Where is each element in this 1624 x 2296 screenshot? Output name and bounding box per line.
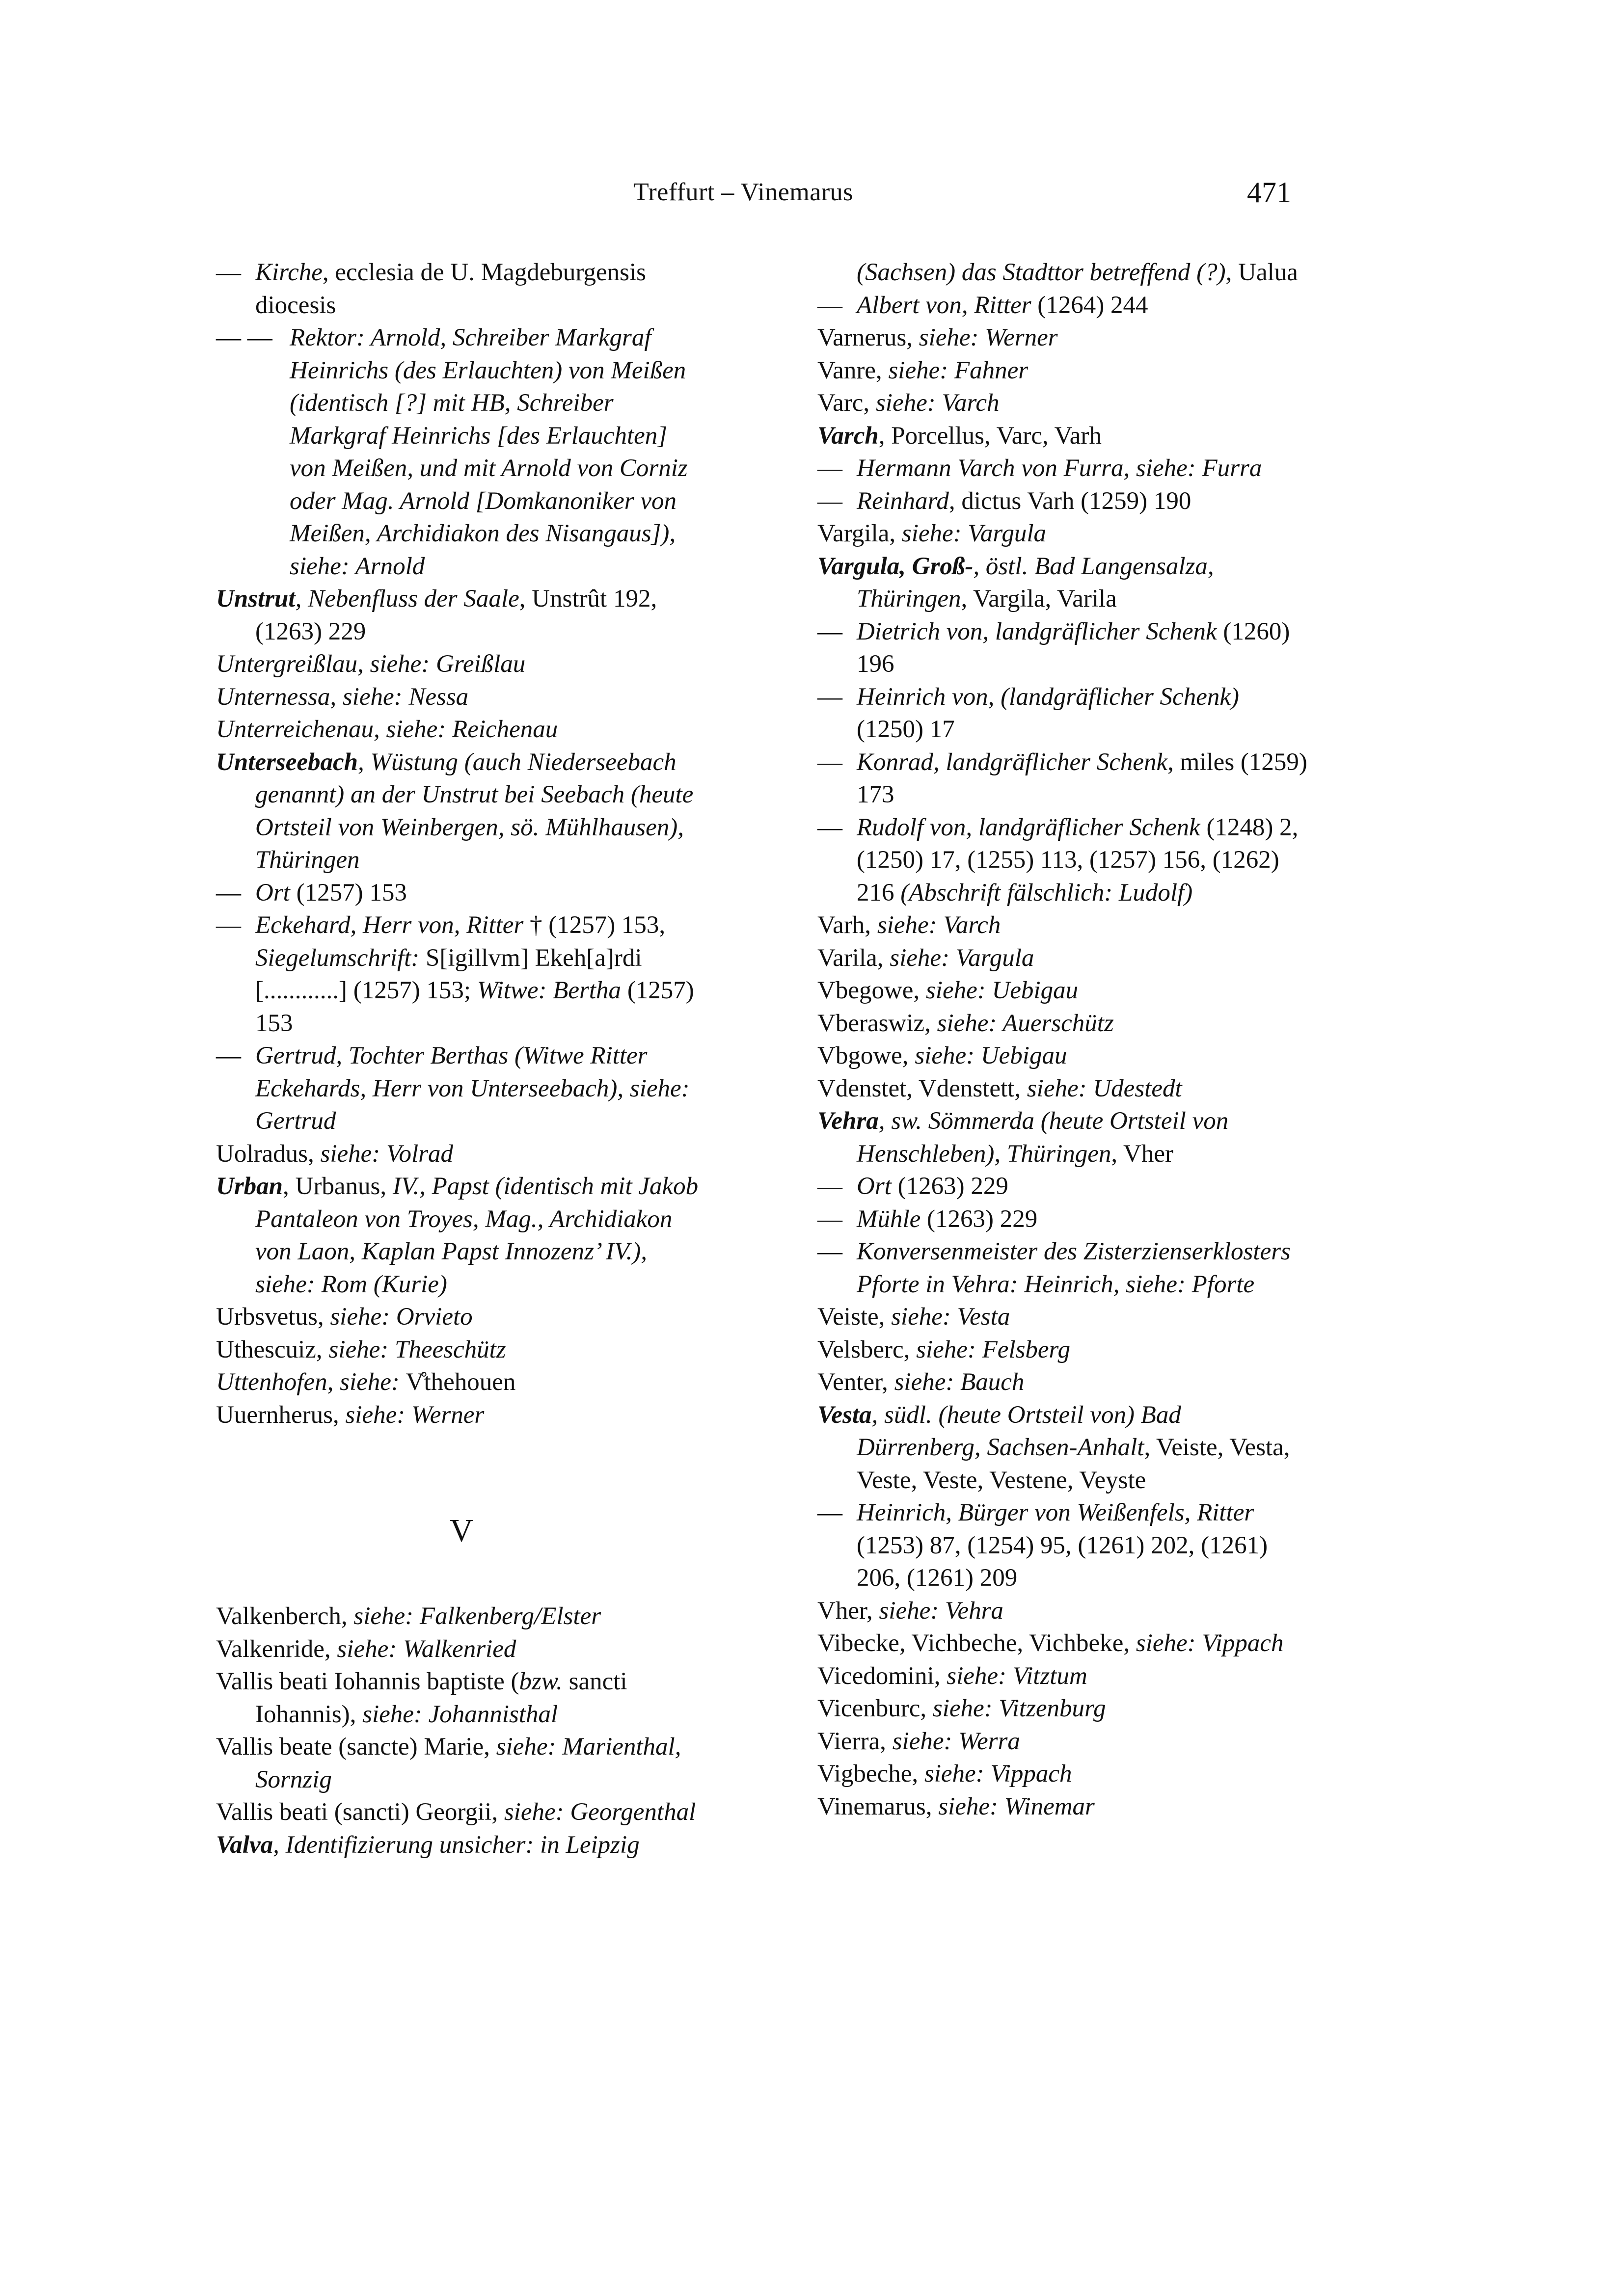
index-entry-uttenhofen: Uttenhofen, siehe: V̊thehouen — [216, 1368, 516, 1396]
index-entry-vallis-georgii: Vallis beati (sancti) Georgii, siehe: Georgenthal — [216, 1798, 696, 1826]
index-entry-varch: Varch, Porcellus, Varc, Varh — [817, 422, 1102, 450]
index-entry-vehra: Vehra, sw. Sömmerda (heute Ortsteil von Henschleben), Thüringen, Vher — [817, 1107, 1229, 1168]
index-entry-vehra-ort: — Ort (1263) 229 — [817, 1173, 1008, 1200]
index-entry-vbgowe: Vbgowe, siehe: Uebigau — [817, 1042, 1067, 1069]
index-entry-vigbeche: Vigbeche, siehe: Vippach — [817, 1760, 1072, 1788]
index-entry-vicenburc: Vicenburc, siehe: Vitzenburg — [817, 1695, 1106, 1722]
index-entry-vanre: Vanre, siehe: Fahner — [817, 356, 1029, 384]
index-entry-albert: — Albert von, Ritter (1264) 244 — [817, 291, 1148, 319]
index-entry-konversenmeister: — Konversenmeister des Zisterzienserklosters Pforte in Vehra: Heinrich, siehe: Pforte — [817, 1238, 1291, 1298]
index-entry-varh: Varh, siehe: Varch — [817, 911, 1001, 939]
index-entry-vargula: Vargula, Groß-, östl. Bad Langensalza, Thüringen, Vargila, Varila — [817, 552, 1214, 613]
index-entry-valva-continued: (Sachsen) das Stadttor betreffend (?), Ualua — [857, 259, 1298, 286]
index-entry-valkenride: Valkenride, siehe: Walkenried — [216, 1635, 516, 1663]
index-entry-rektor: — — Rektor: Arnold, Schreiber Markgraf Heinrichs (des Erlauchten) von Meißen (identisch [?] mit HB, Schreiber Markgraf Heinrichs [des Erlauchten] von Meißen, und mit Arnold von Corniz oder Mag. Arnold [Domkanoniker von Meißen, Archidiakon des Nisangaus]), siehe: Arnold — [216, 324, 688, 580]
index-entry-kirche: — Kirche, ecclesia de U. Magdeburgensis diocesis — [216, 259, 646, 319]
index-entry-vinemarus: Vinemarus, siehe: Winemar — [817, 1792, 1095, 1820]
index-entry-vargila: Vargila, siehe: Vargula — [817, 520, 1047, 547]
index-entry-ort: — Ort (1257) 153 — [216, 879, 407, 907]
index-entry-varc: Varc, siehe: Varch — [817, 389, 1000, 417]
running-header — [633, 173, 1291, 212]
index-entry-varila: Varila, siehe: Vargula — [817, 944, 1034, 972]
index-entry-muehle: — Mühle (1263) 229 — [817, 1205, 1038, 1233]
section-letter-heading: V — [450, 1513, 473, 1548]
index-entry-unstrut: Unstrut, Nebenfluss der Saale, Unstrût 192, (1263) 229 — [216, 585, 657, 645]
index-entry-valkenberch: Valkenberch, siehe: Falkenberg/Elster — [216, 1602, 601, 1630]
index-entry-urbsvetus: Urbsvetus, siehe: Orvieto — [216, 1303, 473, 1331]
index-entry-uolradus: Uolradus, siehe: Volrad — [216, 1140, 454, 1168]
index-entry-vbegowe: Vbegowe, siehe: Uebigau — [817, 977, 1079, 1004]
index-entry-vicedomini: Vicedomini, siehe: Vitztum — [817, 1662, 1087, 1690]
index-entry-rudolf: — Rudolf von, landgräflicher Schenk (1248) 2, (1250) 17, (1255) 113, (1257) 156, (1262) 216 (Abschrift fälschlich: Ludolf) — [817, 813, 1299, 907]
index-entry-uuernherus: Uuernherus, siehe: Werner — [216, 1401, 485, 1429]
index-entry-vdenstet: Vdenstet, Vdenstett, siehe: Udestedt — [817, 1074, 1182, 1102]
page-number: 471 — [1247, 176, 1291, 209]
index-entry-untergreisslau: Untergreißlau, siehe: Greißlau — [216, 650, 526, 678]
index-entry-vher: Vher, siehe: Vehra — [817, 1597, 1003, 1625]
index-entry-vibecke: Vibecke, Vichbeche, Vichbeke, siehe: Vippach — [817, 1629, 1284, 1657]
index-entry-vallis-iohannis: Vallis beati Iohannis baptiste (bzw. sancti Iohannis), siehe: Johannisthal — [216, 1668, 627, 1728]
index-entry-konrad: — Konrad, landgräflicher Schenk, miles (1259) 173 — [817, 748, 1307, 808]
index-entry-veiste: Veiste, siehe: Vesta — [817, 1303, 1010, 1331]
index-entry-varnerus: Varnerus, siehe: Werner — [817, 324, 1058, 351]
index-entry-venter: Venter, siehe: Bauch — [817, 1368, 1025, 1396]
index-entry-heinrich-schenk: — Heinrich von, (landgräflicher Schenk) (1250) 17 — [817, 683, 1239, 743]
index-entry-vesta: Vesta, südl. (heute Ortsteil von) Bad Dürrenberg, Sachsen-Anhalt, Veiste, Vesta, Veste, Veste, Vestene, Veyste — [817, 1401, 1290, 1494]
index-entry-vierra: Vierra, siehe: Werra — [817, 1727, 1020, 1755]
index-entry-unternessa: Unternessa, siehe: Nessa — [216, 683, 469, 711]
index-entry-reinhard: — Reinhard, dictus Varh (1259) 190 — [817, 487, 1191, 515]
index-column-left — [216, 256, 707, 1861]
index-entry-heinrich-buerger: — Heinrich, Bürger von Weißenfels, Ritter (1253) 87, (1254) 95, (1261) 202, (1261) 206, (1261) 209 — [817, 1499, 1268, 1592]
index-entry-valva: Valva, Identifizierung unsicher: in Leipzig — [216, 1831, 640, 1859]
index-entry-unterreichenau: Unterreichenau, siehe: Reichenau — [216, 716, 558, 743]
index-entry-dietrich: — Dietrich von, landgräflicher Schenk (1260) 196 — [817, 617, 1290, 678]
index-entry-unterseebach: Unterseebach, Wüstung (auch Niederseebach genannt) an der Unstrut bei Seebach (heute Ortsteil von Weinbergen, sö. Mühlhausen), Thüringen — [216, 748, 694, 874]
index-entry-eckehard: — Eckehard, Herr von, Ritter † (1257) 153, Siegelumschrift: S[igillvm] Ekeh[a]rdi [............] (1257) 153; Witwe: Bertha (1257) 153 — [216, 911, 694, 1037]
index-entry-gertrud: — Gertrud, Tochter Berthas (Witwe Ritter Eckehards, Herr von Unterseebach), siehe: Gertrud — [216, 1042, 690, 1135]
index-entry-hermann: — Hermann Varch von Furra, siehe: Furra — [817, 454, 1262, 482]
index-entry-urban: Urban, Urbanus, IV., Papst (identisch mit Jakob Pantaleon von Troyes, Mag., Archidiakon von Laon, Kaplan Papst Innozenz’ IV.), siehe: Rom (Kurie) — [216, 1173, 699, 1298]
index-entry-vallis-marie: Vallis beate (sancte) Marie, siehe: Marienthal, Sornzig — [216, 1733, 681, 1793]
index-entry-velsberc: Velsberc, siehe: Felsberg — [817, 1335, 1071, 1363]
index-entry-uthescuiz: Uthescuiz, siehe: Theeschütz — [216, 1335, 506, 1363]
index-entry-vberaswiz: Vberaswiz, siehe: Auerschütz — [817, 1009, 1114, 1037]
index-column-right — [817, 256, 1308, 1823]
running-title: Treffurt – Vinemarus — [633, 178, 853, 206]
